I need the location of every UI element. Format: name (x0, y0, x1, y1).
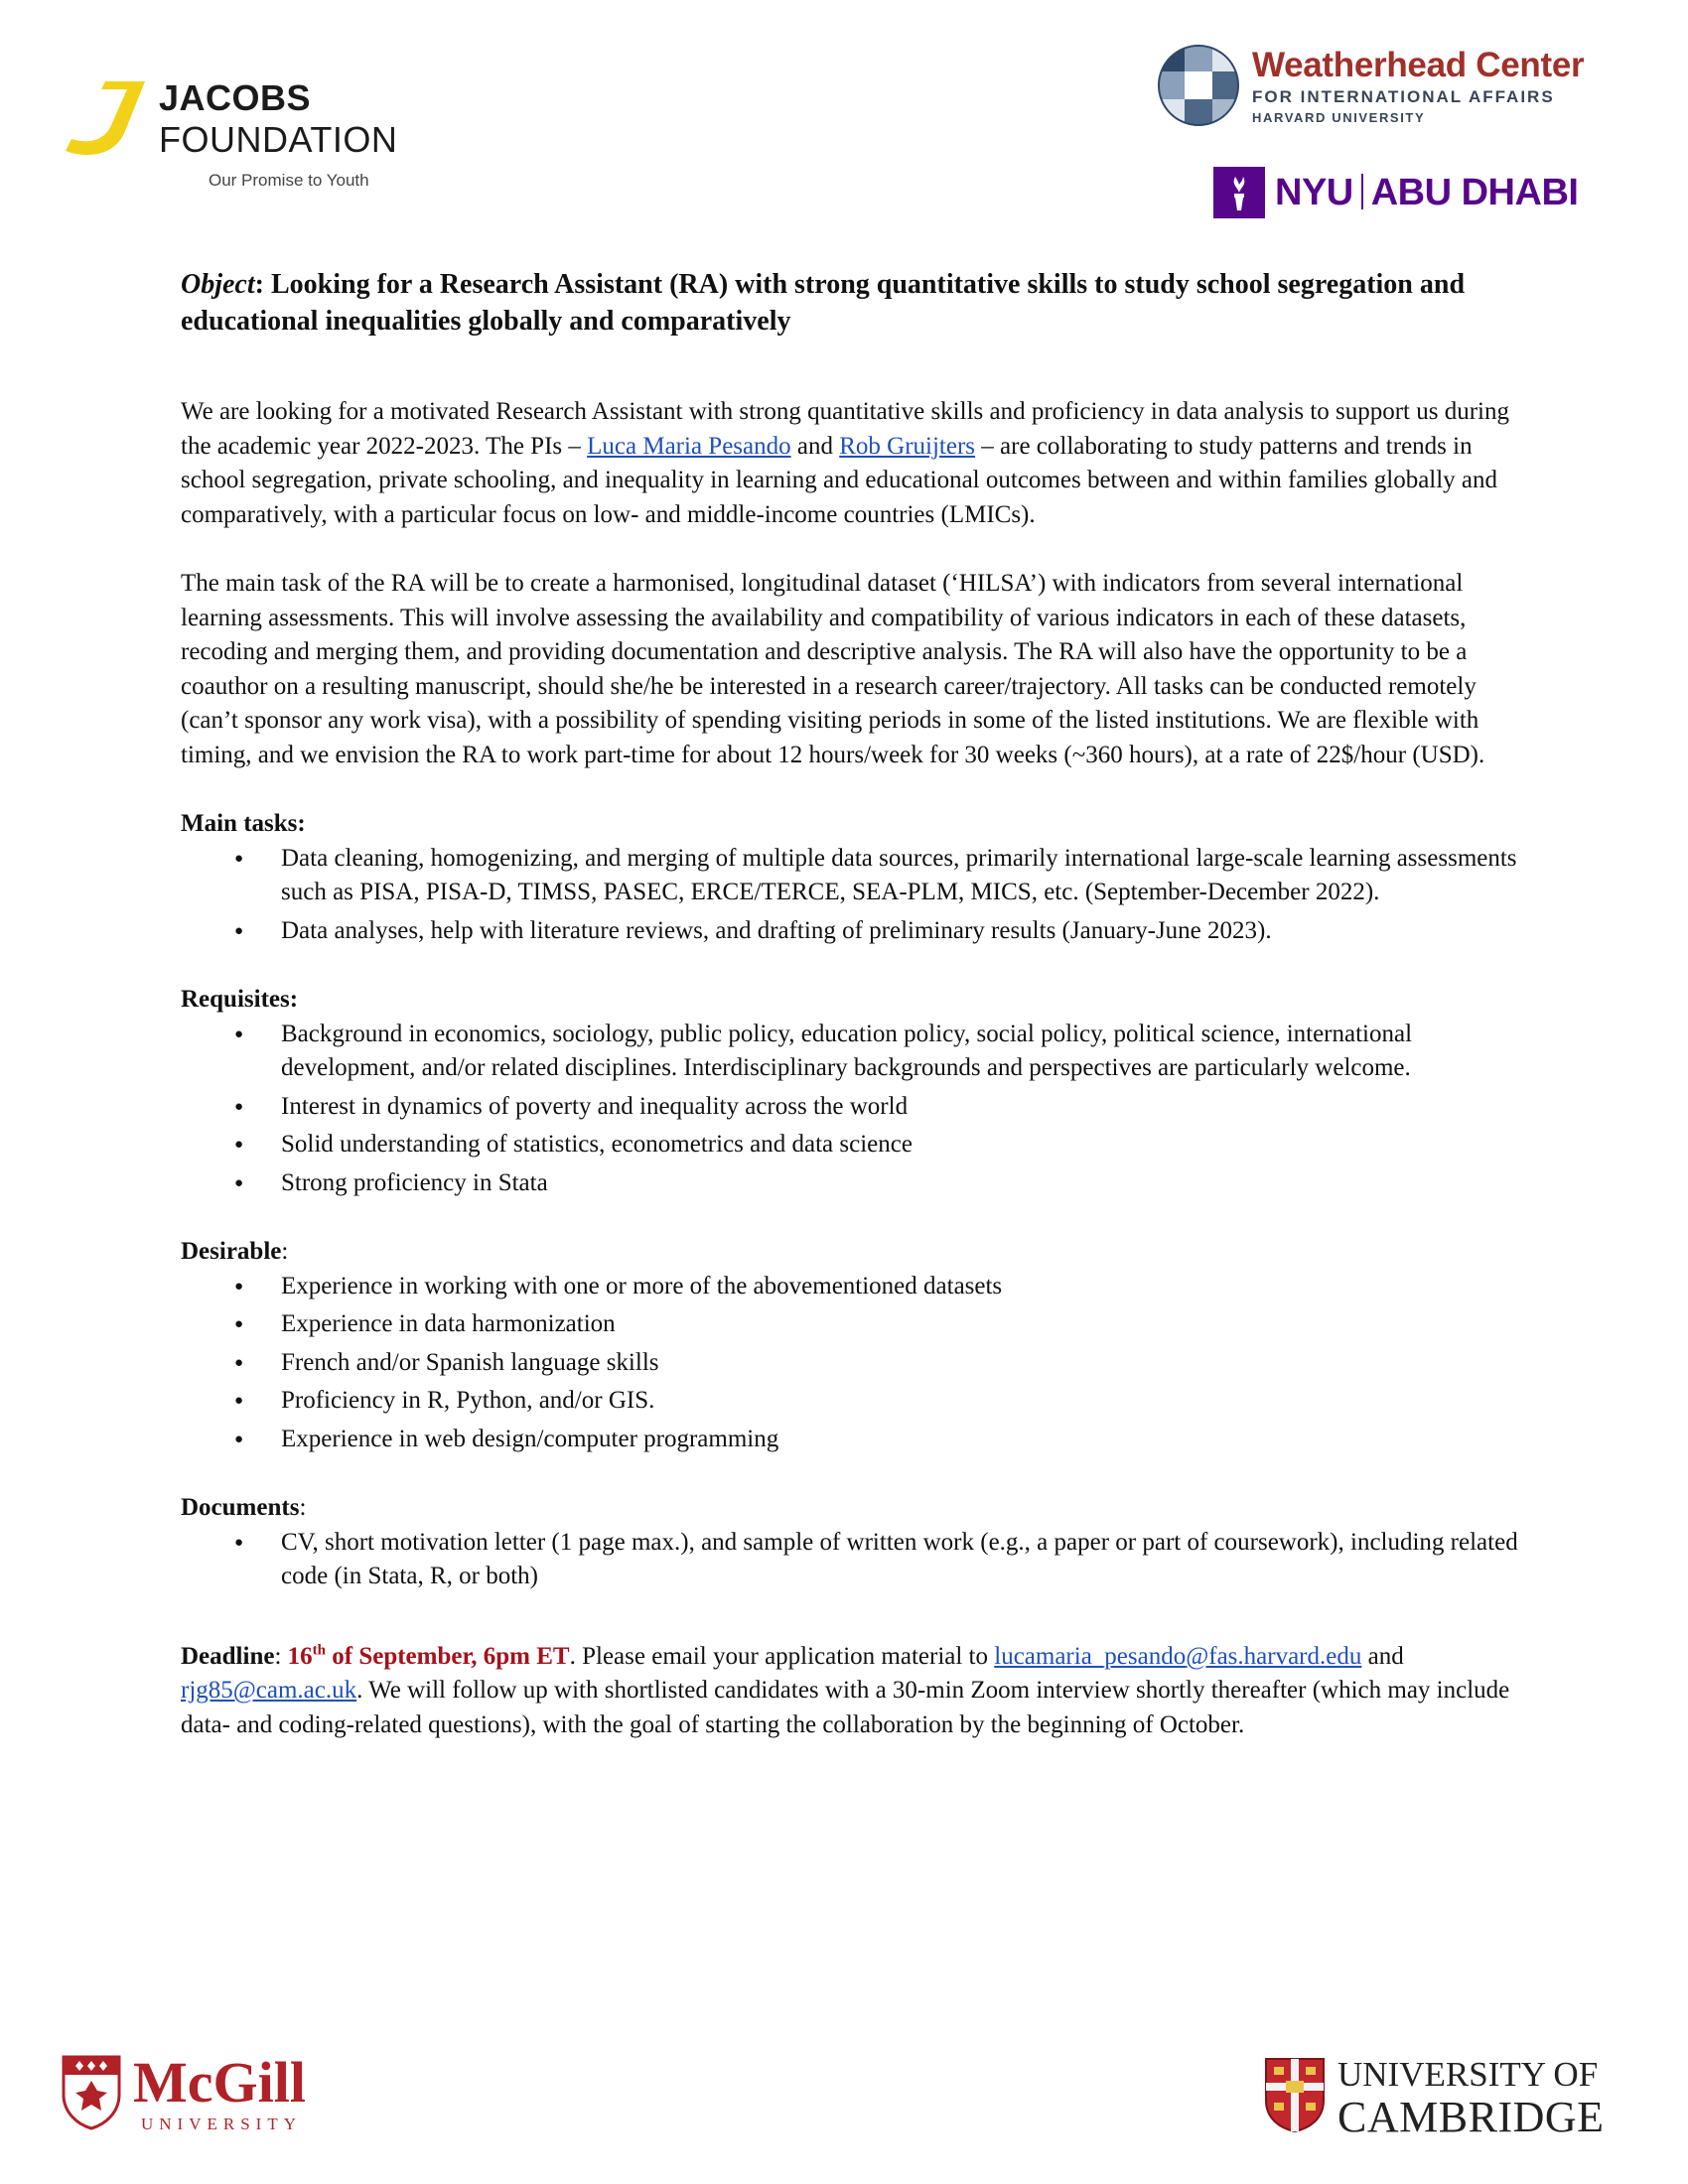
nyu-abu-dhabi-logo (1213, 167, 1611, 218)
list-item: ● Data analyses, help with literature reviews, and drafting of preliminary results (January-June 2023). (281, 914, 1531, 949)
jacobs-j-icon (62, 77, 151, 159)
list-item: ● Background in economics, sociology, public policy, education policy, social policy, political science, international development, and/or related disciplines. Interdisciplinary backgrounds and perspectives are particularly welcome. (281, 1018, 1531, 1086)
nyu-name-left: NYU (1275, 172, 1353, 213)
title-label: Object (181, 269, 255, 300)
pi-link-pesando[interactable]: Luca Maria Pesando (587, 432, 791, 460)
main-tasks-heading: Main tasks: (181, 810, 306, 837)
document-title: Object: Looking for a Research Assistant (RA) with strong quantitative skills to study school segregation and educational inequalities globally and comparatively (181, 269, 1466, 337)
main-tasks-list (181, 842, 1531, 949)
list-item: ● Data cleaning, homogenizing, and merging of multiple data sources, primarily international large-scale learning assessments such as PISA, PISA-D, TIMSS, PASEC, ERCE/TERCE, SEA-PLM, MICS, etc. (September-December 2022). (281, 842, 1531, 910)
cambridge-crest-icon (1264, 2057, 1326, 2132)
email-link-gruijters[interactable]: rjg85@cam.ac.uk (181, 1677, 357, 1704)
cambridge-line2: CAMBRIDGE (1337, 2093, 1605, 2141)
document-body (181, 266, 1531, 1742)
documents-list (181, 1526, 1531, 1594)
nyu-torch-icon (1213, 167, 1265, 218)
list-item: ● CV, short motivation letter (1 page max.), and sample of written work (e.g., a paper or part of coursework), including related code (in Stata, R, or both) (281, 1526, 1531, 1594)
globe-icon (1157, 44, 1240, 127)
mcgill-crest-icon (62, 2055, 121, 2130)
documents-heading: Documents: (181, 1494, 307, 1521)
nyu-name-right: ABU DHABI (1370, 172, 1579, 213)
deadline-paragraph: Deadline: 16th of September, 6pm ET. Please email your application material to lucamaria_pesando@fas.harvard.edu and rjg85@cam.ac.uk. We will follow up with shortlisted candidates with a 30-min Zoom interview shortly thereafter (which may include data- and coding-related questions), with the goal of starting the collaboration by the beginning of October. (181, 1642, 1510, 1738)
jacobs-foundation-logo (62, 77, 419, 197)
list-item: ● Experience in data harmonization (281, 1307, 1531, 1342)
cambridge-line1: UNIVERSITY OF (1337, 2055, 1599, 2094)
desirable-heading: Desirable: (181, 1238, 289, 1265)
weatherhead-line2: FOR INTERNATIONAL AFFAIRS (1252, 87, 1555, 106)
deadline-label: Deadline (181, 1642, 275, 1670)
pi-link-gruijters[interactable]: Rob Gruijters (839, 432, 976, 460)
list-item: ● Proficiency in R, Python, and/or GIS. (281, 1384, 1531, 1419)
weatherhead-line1: Weatherhead Center (1252, 46, 1585, 84)
list-item: ● Strong proficiency in Stata (281, 1166, 1531, 1201)
requisites-list (181, 1018, 1531, 1201)
main-task-paragraph: The main task of the RA will be to create a harmonised, longitudinal dataset (‘HILSA’) with indicators from several international learning assessments. This will involve assessing the availability and compatibility of various indicators in each of these datasets, recoding and merging them, and providing documentation and descriptive analysis. The RA will also have the opportunity to be a coauthor on a resulting manuscript, should she/he be interested in a research career/trajectory. All tasks can be conducted remotely (can’t sponsor any work visa), with a possibility of spending visiting periods in some of the listed institutions. We are flexible with timing, and we envision the RA to work part-time for about 12 hours/week for 30 weeks (~360 hours), at a rate of 22$/hour (USD). (181, 570, 1485, 768)
jacobs-line2: FOUNDATION (159, 119, 398, 160)
mcgill-sub: UNIVERSITY (141, 2115, 302, 2133)
weatherhead-line3: HARVARD UNIVERSITY (1252, 110, 1426, 125)
intro-paragraph: We are looking for a motivated Research Assistant with strong quantitative skills and proficiency in data analysis to support us during the academic year 2022-2023. The PIs – Luca Maria Pesando and Rob Gruijters – are collaborating to study patterns and trends in school segregation, private schooling, and inequality in learning and educational outcomes between and within families globally and comparatively, with a particular focus on low- and middle-income countries (LMICs). (181, 398, 1509, 528)
mcgill-name: McGill (133, 2050, 306, 2115)
email-link-pesando[interactable]: lucamaria_pesando@fas.harvard.edu (994, 1642, 1362, 1670)
list-item: ● French and/or Spanish language skills (281, 1346, 1531, 1381)
desirable-list (181, 1270, 1531, 1457)
list-item: ● Experience in web design/computer programming (281, 1423, 1531, 1457)
jacobs-line1: JACOBS (159, 77, 312, 118)
list-item: ● Solid understanding of statistics, econometrics and data science (281, 1128, 1531, 1162)
list-item: ● Interest in dynamics of poverty and inequality across the world (281, 1090, 1531, 1125)
requisites-heading: Requisites: (181, 986, 299, 1013)
weatherhead-center-logo (1157, 44, 1633, 133)
list-item: ● Experience in working with one or more of the abovementioned datasets (281, 1270, 1531, 1304)
jacobs-tagline: Our Promise to Youth (209, 171, 369, 190)
deadline-date: 16th of September, 6pm ET (287, 1642, 570, 1670)
university-of-cambridge-logo (1264, 2057, 1641, 2146)
title-text: Looking for a Research Assistant (RA) with strong quantitative skills to study school segregation and educational inequalities globally and comparatively (181, 269, 1466, 337)
mcgill-university-logo (62, 2050, 359, 2144)
